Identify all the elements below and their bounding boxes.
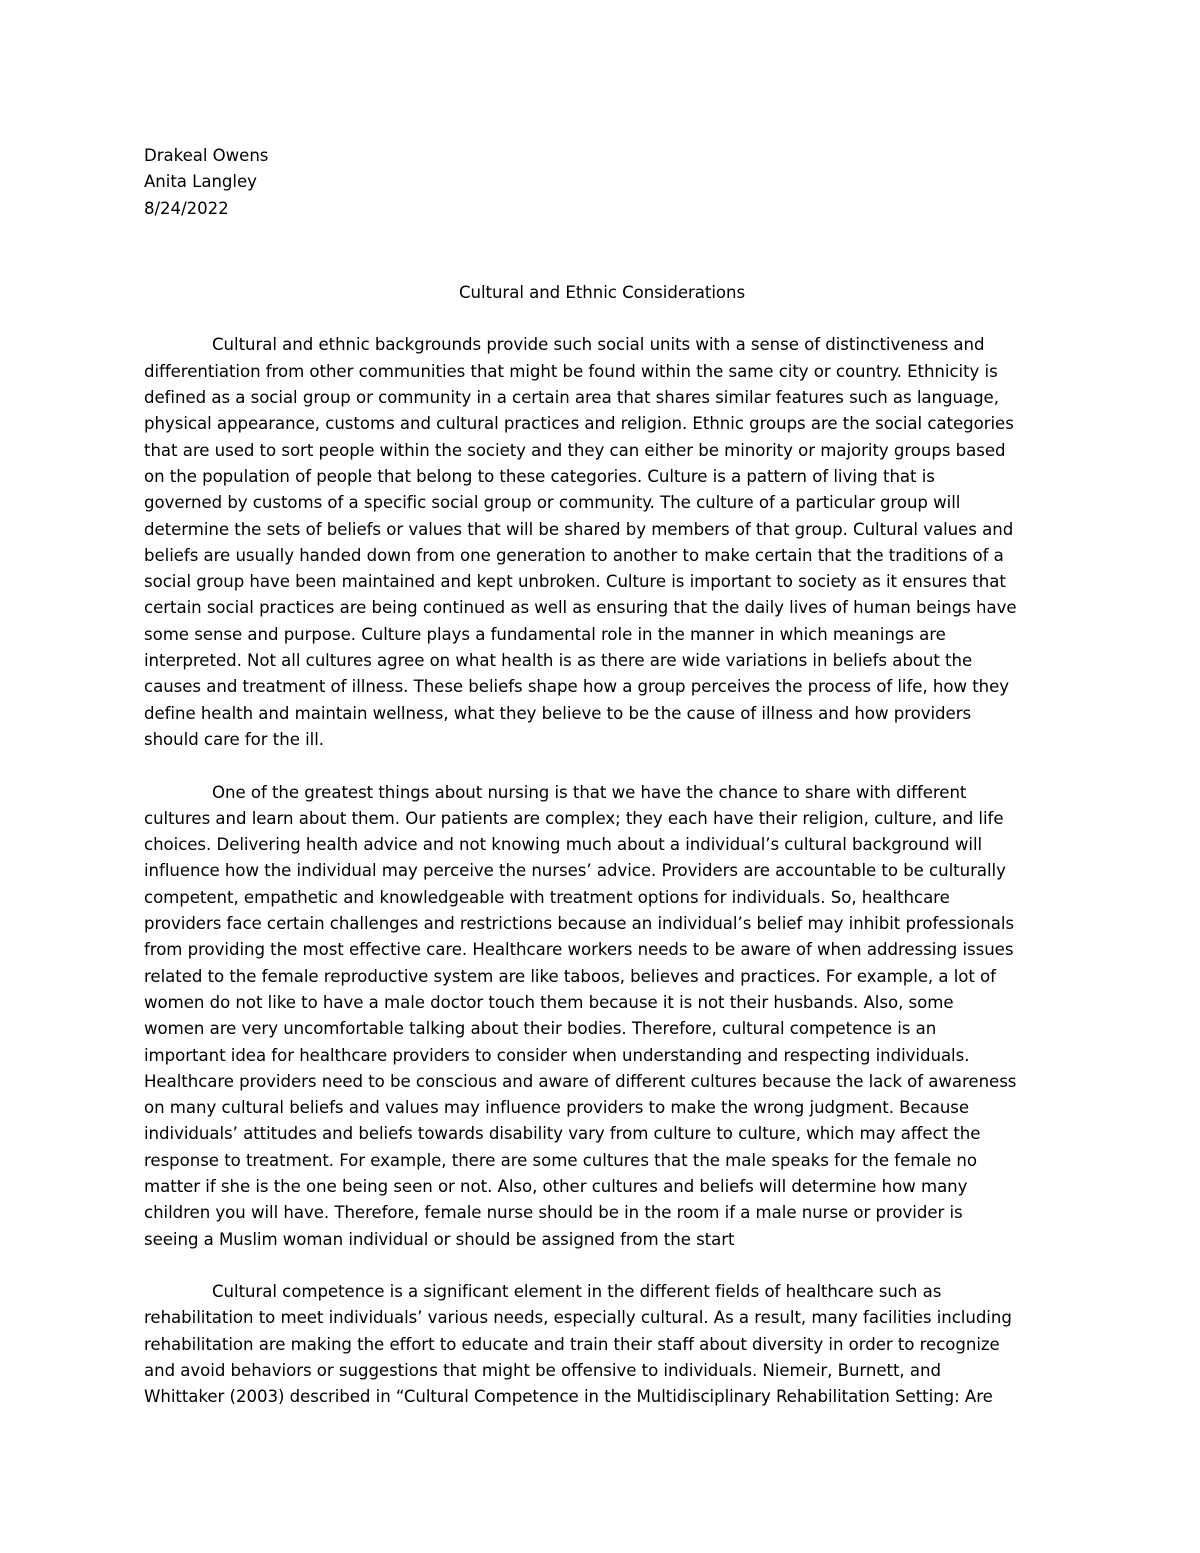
paragraph-line: determine the sets of beliefs or values that will be shared by members of that group. Cultural values and bbox=[144, 519, 1014, 539]
paragraph-line: related to the female reproductive system are like taboos, believes and practices. For example, a lot of bbox=[144, 966, 996, 986]
paragraph-line: important idea for healthcare providers to consider when understanding and respecting individuals. bbox=[144, 1045, 970, 1065]
paragraph-line: response to treatment. For example, there are some cultures that the male speaks for the female no bbox=[144, 1150, 977, 1170]
paragraph-line: women do not like to have a male doctor touch them because it is not their husbands. Also, some bbox=[144, 992, 954, 1012]
paragraph-line: influence how the individual may perceive the nurses’ advice. Providers are accountable to be culturally bbox=[144, 861, 1006, 881]
paragraph-line: seeing a Muslim woman individual or should be assigned from the start bbox=[144, 1229, 735, 1249]
paragraph-line: differentiation from other communities that might be found within the same city or country. Ethnicity is bbox=[144, 361, 998, 381]
paragraph-line: causes and treatment of illness. These beliefs shape how a group perceives the process of life, how they bbox=[144, 677, 1010, 697]
paragraph-line: that are used to sort people within the society and they can either be minority or majority groups based bbox=[144, 440, 1006, 460]
paragraph-line: defined as a social group or community in a certain area that shares similar features such as language, bbox=[144, 388, 999, 408]
instructor-name: Anita Langley bbox=[144, 172, 257, 192]
paragraph-line: should care for the ill. bbox=[144, 729, 324, 749]
paragraph-line: matter if she is the one being seen or not. Also, other cultures and beliefs will determine how many bbox=[144, 1176, 968, 1196]
paragraph-line: rehabilitation to meet individuals’ various needs, especially cultural. As a result, many facilities including bbox=[144, 1308, 1012, 1328]
paragraph-line: governed by customs of a specific social group or community. The culture of a particular group will bbox=[144, 493, 961, 513]
paragraph-line: Cultural competence is a significant element in the different fields of healthcare such as bbox=[212, 1282, 942, 1302]
paragraph-line: interpreted. Not all cultures agree on what health is as there are wide variations in beliefs about the bbox=[144, 651, 973, 671]
paragraphs bbox=[144, 332, 1060, 1410]
paragraph-line: certain social practices are being continued as well as ensuring that the daily lives of human beings have bbox=[144, 598, 1017, 618]
paragraph-line: on the population of people that belong to these categories. Culture is a pattern of living that is bbox=[144, 466, 935, 486]
paragraph-line: children you will have. Therefore, female nurse should be in the room if a male nurse or provider is bbox=[144, 1203, 963, 1223]
paragraph-line: social group have been maintained and kept unbroken. Culture is important to society as it ensures that bbox=[144, 572, 1006, 592]
paragraph-line: providers face certain challenges and restrictions because an individual’s belief may inhibit professionals bbox=[144, 914, 1014, 934]
paragraph-line: cultures and learn about them. Our patients are complex; they each have their religion, culture, and life bbox=[144, 808, 1004, 828]
paragraph-line: some sense and purpose. Culture plays a fundamental role in the manner in which meanings are bbox=[144, 624, 946, 644]
paragraph-line: Cultural and ethnic backgrounds provide such social units with a sense of distinctiveness and bbox=[212, 335, 985, 355]
paragraph-line: from providing the most effective care. Healthcare workers needs to be aware of when addressing issues bbox=[144, 940, 1014, 960]
paragraph-3 bbox=[144, 1279, 1060, 1410]
paragraph-line: choices. Delivering health advice and not knowing much about a individual’s cultural background will bbox=[144, 835, 983, 855]
paragraph-line: physical appearance, customs and cultural practices and religion. Ethnic groups are the social categories bbox=[144, 414, 1014, 434]
document-body bbox=[144, 143, 1060, 1411]
paragraph-line: women are very uncomfortable talking about their bodies. Therefore, cultural competence is an bbox=[144, 1019, 937, 1039]
paragraph-line: beliefs are usually handed down from one generation to another to make certain that the traditions of a bbox=[144, 545, 1004, 565]
paragraph-line: on many cultural beliefs and values may influence providers to make the wrong judgment. Because bbox=[144, 1098, 970, 1118]
paragraph-line: rehabilitation are making the effort to educate and train their staff about diversity in order to recognize bbox=[144, 1334, 1000, 1354]
paragraph-2 bbox=[144, 780, 1060, 1253]
paragraph-1 bbox=[144, 332, 1060, 753]
paragraph-line: define health and maintain wellness, what they believe to be the cause of illness and how providers bbox=[144, 703, 972, 723]
document-title: Cultural and Ethnic Considerations bbox=[458, 282, 746, 302]
paragraph-line: Healthcare providers need to be conscious and aware of different cultures because the lack of awareness bbox=[144, 1071, 1017, 1091]
document-date: 8/24/2022 bbox=[144, 198, 229, 218]
author-name: Drakeal Owens bbox=[144, 146, 269, 165]
paragraph-line: and avoid behaviors or suggestions that might be offensive to individuals. Niemeir, Burnett, and bbox=[144, 1361, 941, 1381]
paragraph-line: individuals’ attitudes and beliefs towards disability vary from culture to culture, which may affect the bbox=[144, 1124, 981, 1144]
paragraph-line: Whittaker (2003) described in “Cultural Competence in the Multidisciplinary Rehabilitation Setting: Are bbox=[144, 1387, 993, 1407]
paragraph-line: competent, empathetic and knowledgeable with treatment options for individuals. So, healthcare bbox=[144, 887, 950, 907]
paragraph-line: One of the greatest things about nursing is that we have the chance to share with different bbox=[212, 782, 967, 802]
